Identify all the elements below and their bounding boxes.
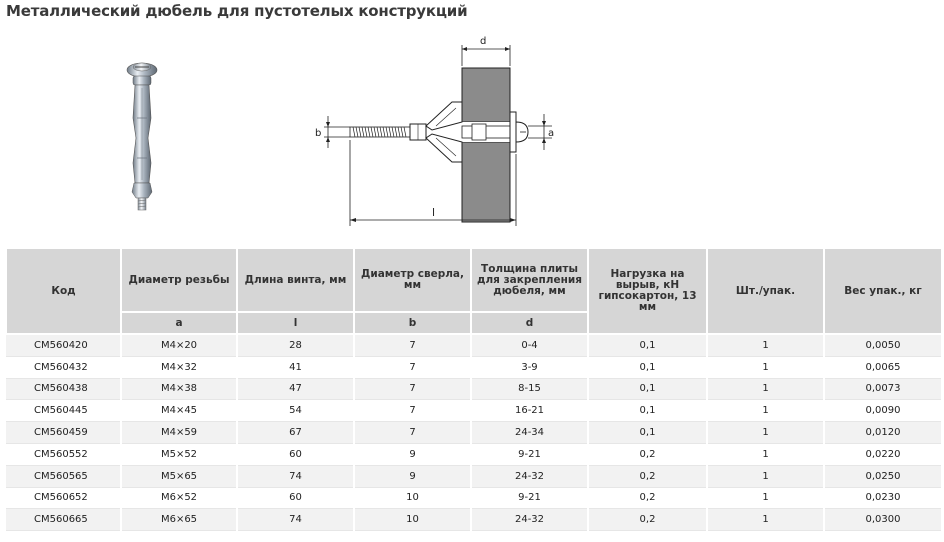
cell-thread: M4×45 — [121, 400, 237, 422]
cell-length: 54 — [237, 400, 354, 422]
cell-load: 0,1 — [588, 334, 707, 356]
cell-plate: 16-21 — [471, 400, 588, 422]
cell-code: CM560652 — [6, 487, 121, 509]
cell-load: 0,2 — [588, 487, 707, 509]
cell-weight: 0,0220 — [824, 443, 942, 465]
page-title: Металлический дюбель для пустотелых конструкций — [6, 2, 468, 20]
cell-weight: 0,0090 — [824, 400, 942, 422]
table-row — [6, 487, 942, 509]
cell-drill: 7 — [354, 334, 471, 356]
dimension-label-b: b — [315, 128, 322, 139]
col-header-code: Код — [6, 248, 121, 334]
cell-load: 0,1 — [588, 400, 707, 422]
table-row — [6, 465, 942, 487]
cell-drill: 9 — [354, 443, 471, 465]
cell-code: CM560665 — [6, 509, 121, 531]
table-row — [6, 356, 942, 378]
cell-code: CM560438 — [6, 378, 121, 400]
cell-drill: 7 — [354, 400, 471, 422]
anchor-product-image — [118, 58, 170, 214]
cell-pcs: 1 — [707, 465, 824, 487]
table-header-row — [6, 248, 942, 312]
cell-code: CM560432 — [6, 356, 121, 378]
cell-plate: 3-9 — [471, 356, 588, 378]
table-row — [6, 334, 942, 356]
col-header-pcs: Шт./упак. — [707, 248, 824, 334]
cell-thread: M6×52 — [121, 487, 237, 509]
cell-drill: 10 — [354, 487, 471, 509]
anchor-dimension-diagram — [312, 30, 582, 230]
cell-plate: 8-15 — [471, 378, 588, 400]
table-row — [6, 400, 942, 422]
table-row — [6, 443, 942, 465]
cell-pcs: 1 — [707, 356, 824, 378]
table-row — [6, 378, 942, 400]
cell-load: 0,1 — [588, 422, 707, 444]
cell-pcs: 1 — [707, 422, 824, 444]
wall-plate-top — [462, 68, 510, 122]
dimension-label-a: a — [548, 128, 555, 139]
cell-drill: 7 — [354, 356, 471, 378]
cell-weight: 0,0300 — [824, 509, 942, 531]
cell-weight: 0,0065 — [824, 356, 942, 378]
cell-plate: 24-32 — [471, 509, 588, 531]
cell-code: CM560459 — [6, 422, 121, 444]
col-header-load: Нагрузка на вырыв, кН гипсокартон, 13 мм — [588, 248, 707, 334]
subheader-drill-diameter: b — [354, 312, 471, 334]
cell-plate: 24-32 — [471, 465, 588, 487]
cell-thread: M5×65 — [121, 465, 237, 487]
cell-thread: M5×52 — [121, 443, 237, 465]
cell-load: 0,2 — [588, 465, 707, 487]
cell-load: 0,2 — [588, 443, 707, 465]
col-header-drill-diameter: Диаметр сверла, мм — [354, 248, 471, 312]
col-header-plate-thickness: Толщина плиты для закрепления дюбеля, мм — [471, 248, 588, 312]
cell-length: 47 — [237, 378, 354, 400]
cell-weight: 0,0250 — [824, 465, 942, 487]
cell-pcs: 1 — [707, 400, 824, 422]
subheader-screw-length: l — [237, 312, 354, 334]
cell-code: CM560565 — [6, 465, 121, 487]
cell-plate: 0-4 — [471, 334, 588, 356]
cell-pcs: 1 — [707, 443, 824, 465]
table-row — [6, 509, 942, 531]
subheader-plate-thickness: d — [471, 312, 588, 334]
cell-length: 74 — [237, 509, 354, 531]
cell-length: 28 — [237, 334, 354, 356]
cell-length: 67 — [237, 422, 354, 444]
cell-thread: M4×38 — [121, 378, 237, 400]
cell-thread: M4×32 — [121, 356, 237, 378]
cell-drill: 7 — [354, 422, 471, 444]
cell-pcs: 1 — [707, 334, 824, 356]
cell-weight: 0,0230 — [824, 487, 942, 509]
col-header-screw-length: Длина винта, мм — [237, 248, 354, 312]
cell-load: 0,1 — [588, 356, 707, 378]
cell-plate: 24-34 — [471, 422, 588, 444]
cell-load: 0,2 — [588, 509, 707, 531]
wall-plate-bottom — [462, 142, 510, 222]
cell-pcs: 1 — [707, 487, 824, 509]
table-row — [6, 422, 942, 444]
cell-weight: 0,0073 — [824, 378, 942, 400]
cell-plate: 9-21 — [471, 443, 588, 465]
col-header-weight: Вес упак., кг — [824, 248, 942, 334]
cell-drill: 7 — [354, 378, 471, 400]
cell-thread: M4×59 — [121, 422, 237, 444]
dimension-label-l: l — [432, 206, 436, 219]
cell-thread: M6×65 — [121, 509, 237, 531]
subheader-thread: a — [121, 312, 237, 334]
cell-drill: 10 — [354, 509, 471, 531]
cell-drill: 9 — [354, 465, 471, 487]
cell-weight: 0,0120 — [824, 422, 942, 444]
cell-thread: M4×20 — [121, 334, 237, 356]
cell-code: CM560552 — [6, 443, 121, 465]
cell-length: 74 — [237, 465, 354, 487]
cell-plate: 9-21 — [471, 487, 588, 509]
cell-length: 60 — [237, 443, 354, 465]
cell-code: CM560420 — [6, 334, 121, 356]
cell-code: CM560445 — [6, 400, 121, 422]
dimension-label-d: d — [480, 36, 487, 47]
cell-weight: 0,0050 — [824, 334, 942, 356]
cell-load: 0,1 — [588, 378, 707, 400]
col-header-thread: Диаметр резьбы — [121, 248, 237, 312]
specifications-table — [5, 247, 943, 531]
cell-pcs: 1 — [707, 378, 824, 400]
cell-length: 60 — [237, 487, 354, 509]
cell-pcs: 1 — [707, 509, 824, 531]
cell-length: 41 — [237, 356, 354, 378]
table-body — [6, 334, 942, 531]
